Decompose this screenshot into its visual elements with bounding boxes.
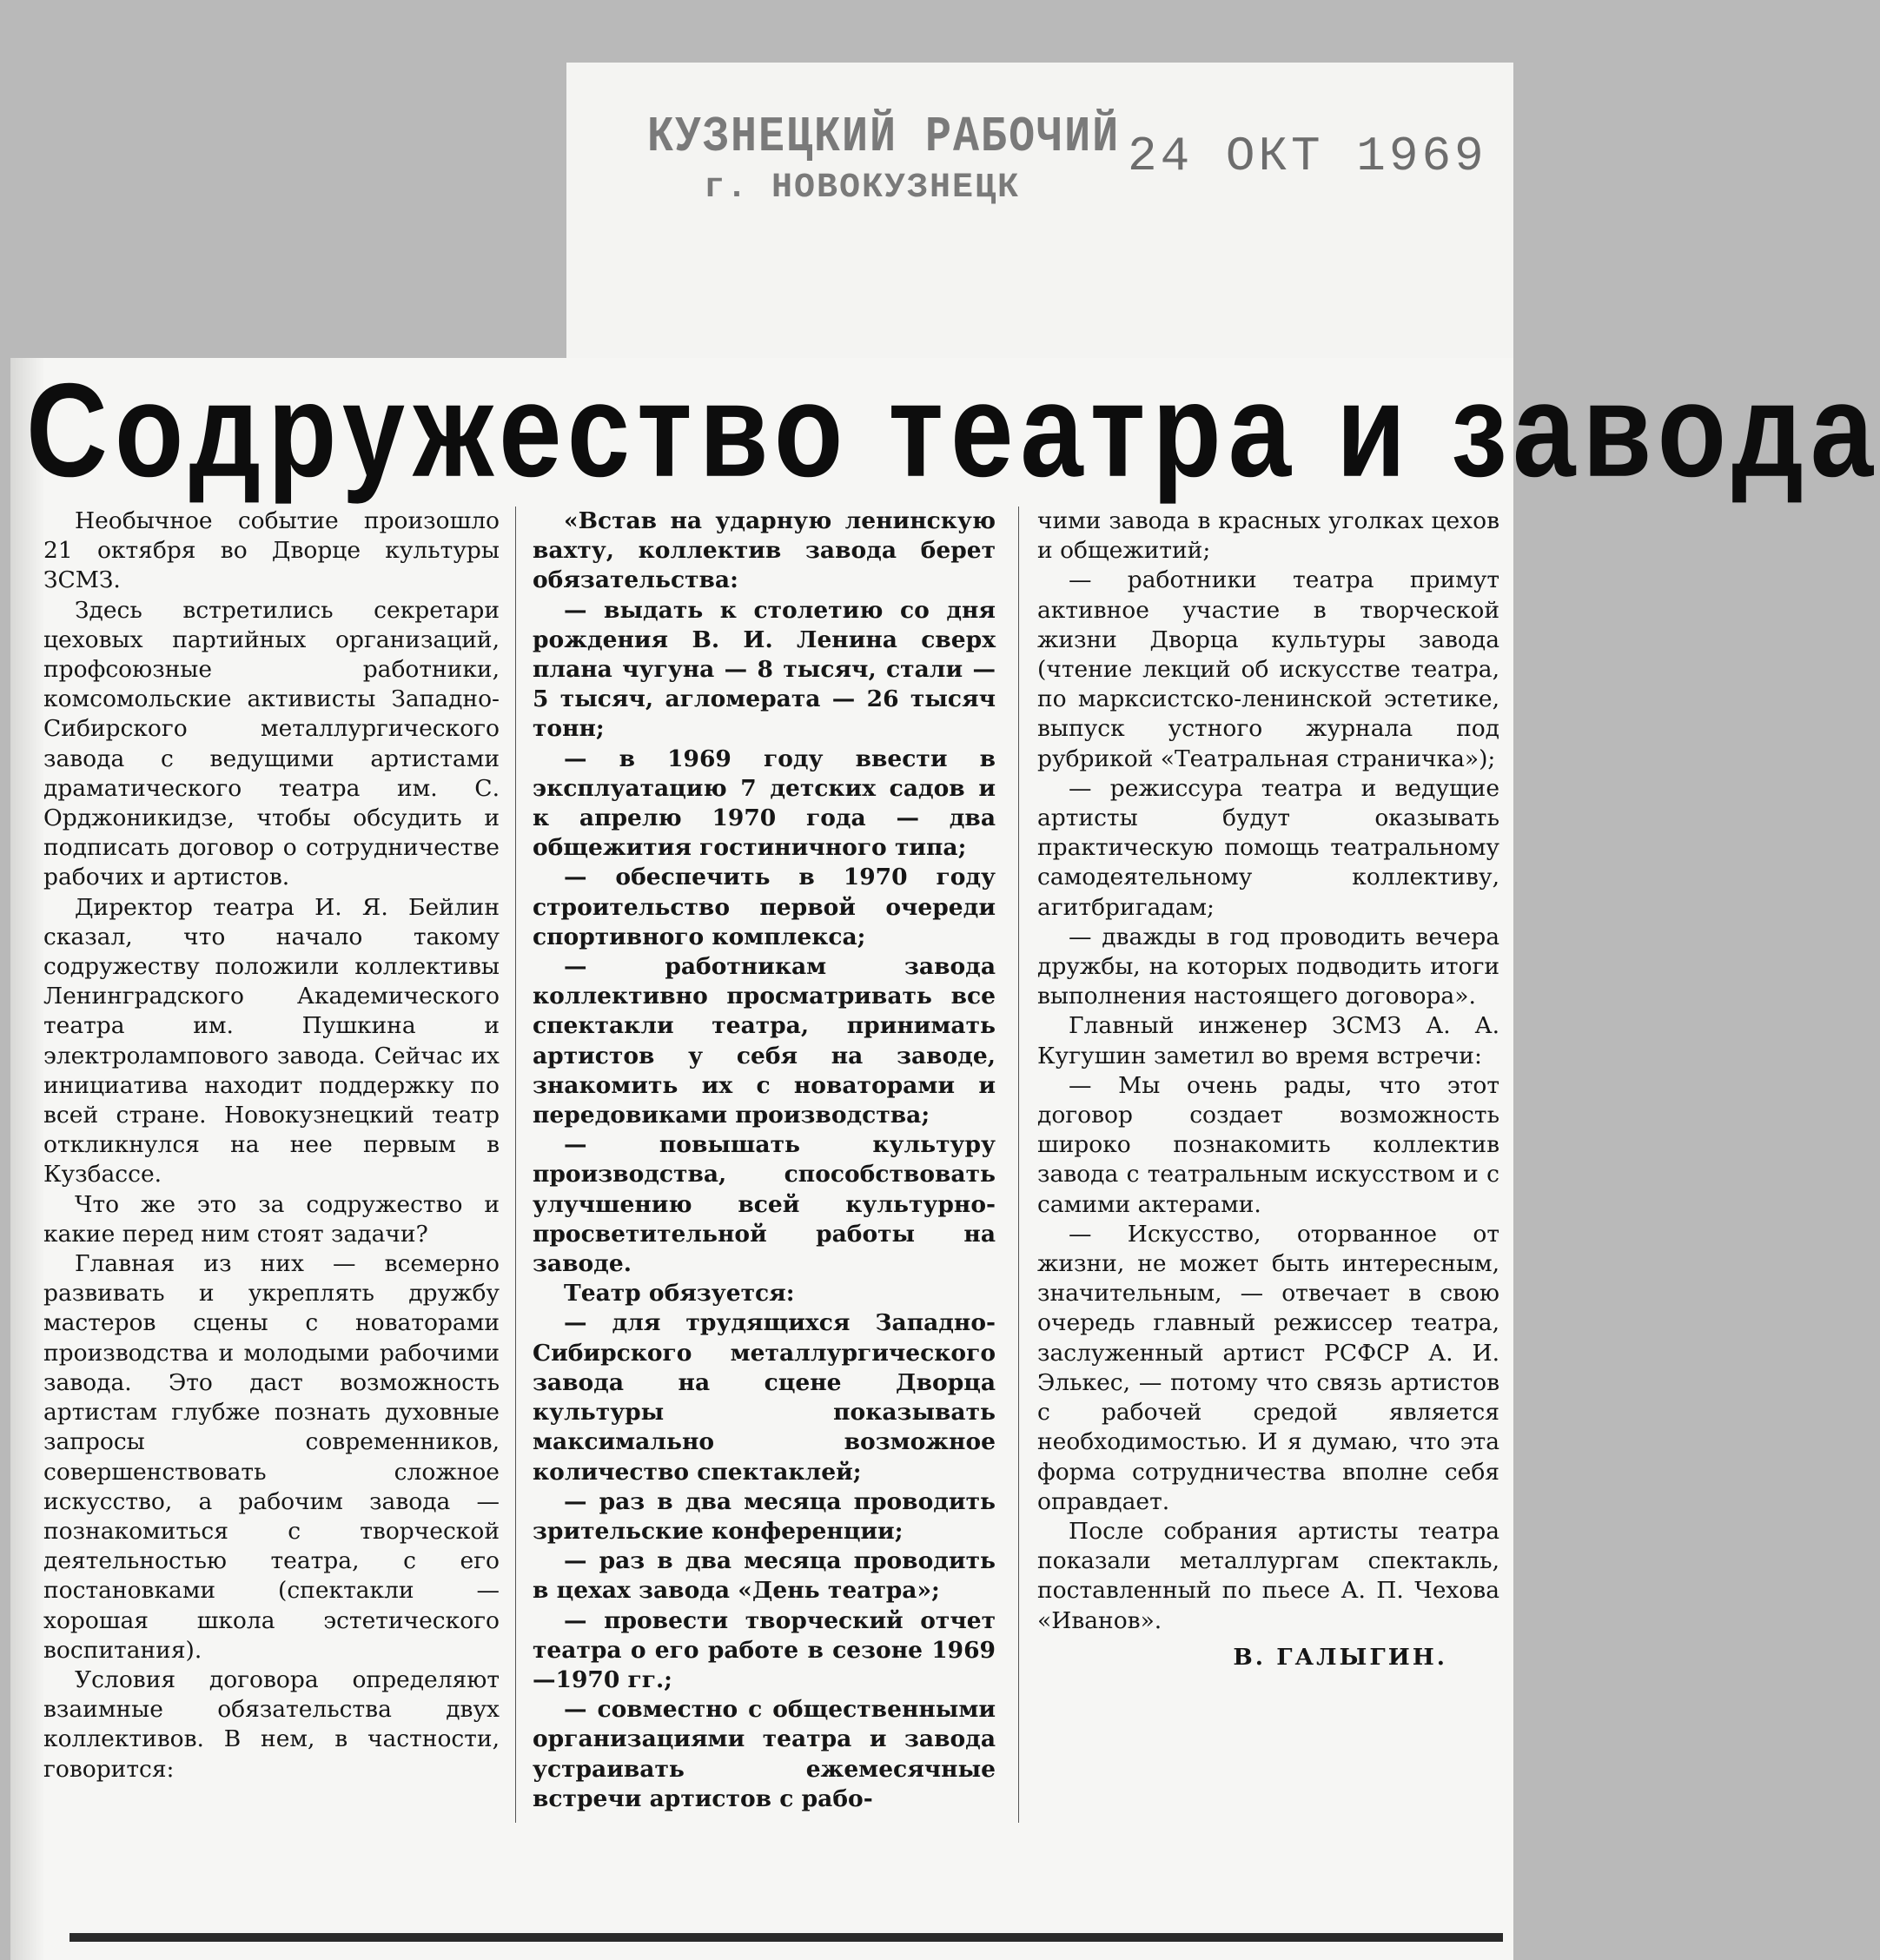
paragraph: — дважды в год проводить вечера дружбы, на которых подводить итоги выполнения настоящего договора». (1037, 923, 1499, 1010)
paragraph: — Мы очень рады, что этот договор создает возможность широко познакомить коллектив завода с театральным искусством и с самими актерами. (1037, 1071, 1499, 1218)
paragraph: Что же это за содружество и какие перед ним стоят задачи? (43, 1190, 500, 1248)
paragraph: — в 1969 году ввести в эксплуатацию 7 детских садов и к апрелю 1970 года — два общежития гостиничного типа; (533, 745, 996, 862)
paragraph: Условия договора определяют взаимные обязательства двух коллективов. В нем, в частности, говорится: (43, 1665, 500, 1783)
paper-edge-shadow (10, 358, 45, 1960)
paragraph: — работники театра примут активное участие в творческой жизни Дворца культуры завода (чтение лекций об искусстве театра, по марксистско-ленинской эстетике, выпуск устного журнала под рубрикой «Театральная страничка»); (1037, 566, 1499, 772)
paragraph: — Искусство, оторванное от жизни, не может быть интересным, значительным, — отвечает в свою очередь главный режиссер театра, заслуженный артист РСФСР А. И. Элькес, — потому что связь артистов с рабочей средой является необходимостью. И я думаю, что эта форма сотрудничества вполне себя оправдает. (1037, 1220, 1499, 1515)
paragraph: — работникам завода коллективно просматривать все спектакли театра, принимать артистов у себя на заводе, знакомить их с новаторами и передовиками производства; (533, 953, 996, 1129)
paragraph: Необычное событие произошло 21 октября во Дворце культуры ЗСМЗ. (43, 507, 500, 594)
article-headline: Содружество театра и завода (26, 354, 1880, 505)
paragraph: — режиссура театра и ведущие артисты будут оказывать практическую помощь театральному самодеятельному коллективу, агитбригадам; (1037, 774, 1499, 921)
column-divider (1018, 507, 1019, 1823)
paragraph: — совместно с общественными организациями театра и завода устраивать ежемесячные встречи артистов с рабо- (533, 1696, 996, 1812)
paragraph: Директор театра И. Я. Бейлин сказал, что начало такому содружеству положили коллективы Ленинградского Академического театра им. Пушкина и электролампового завода. Сейчас их инициатива находит поддержку по всей стране. Новокузнецкий театр откликнулся на нее первым в Кузбассе. (43, 893, 500, 1189)
paragraph: Здесь встретились секретари цеховых партийных организаций, профсоюзные работники, комсомольские активисты Западно-Сибирского металлургического завода с ведущими артистами драматического театра им. С. Орджоникидзе, чтобы обсудить и подписать договор о сотрудничестве рабочих и артистов. (43, 596, 500, 891)
paragraph: Главная из них — всемерно развивать и укреплять дружбу мастеров сцены с новаторами производства и молодыми рабочими завода. Это даст возможность артистам глубже познать духовные запросы современников, совершенствовать сложное искусство, а рабочим завода — познакомиться с творческой деятельностью театра, с его постановками (спектакли — хорошая школа эстетического воспитания). (43, 1250, 500, 1664)
paragraph: чими завода в красных уголках цехов и общежитий; (1037, 507, 1499, 565)
stamp-newspaper-name: КУЗНЕЦКИЙ РАБОЧИЙ (647, 109, 1121, 167)
article-column-1 (43, 507, 500, 1785)
column-divider (515, 507, 516, 1823)
article-column-2 (533, 507, 996, 1814)
paragraph: — раз в два месяца проводить в цехах завода «День театра»; (533, 1547, 996, 1605)
stamp-city: г. НОВОКУЗНЕЦК (704, 169, 1021, 208)
paragraph: — провести творческий отчет театра о его работе в сезоне 1969—1970 гг.; (533, 1606, 996, 1693)
article-column-3 (1037, 507, 1499, 1672)
paragraph: — для трудящихся Западно-Сибирского металлургического завода на сцене Дворца культуры показывать максимально возможное количество спектаклей; (533, 1309, 996, 1486)
paragraph: «Встав на ударную ленинскую вахту, коллектив завода берет обязательства: (533, 507, 996, 594)
paragraph: — повышать культуру производства, способствовать улучшению всей культурно-просветительной работы на заводе. (533, 1131, 996, 1278)
paragraph: После собрания артисты театра показали металлургам спектакль, поставленный по пьесе А. П. Чехова «Иванов». (1037, 1517, 1499, 1634)
paragraph: — раз в два месяца проводить зрительские конференции; (533, 1487, 996, 1545)
paragraph: Театр обязуется: (564, 1280, 795, 1308)
paragraph: — обеспечить в 1970 году строительство первой очереди спортивного комплекса; (533, 864, 996, 950)
paragraph: Главный инженер ЗСМЗ А. А. Кугушин заметил во время встречи: (1037, 1012, 1499, 1069)
paragraph: — выдать к столетию со дня рождения В. И. Ленина сверх плана чугуна — 8 тысяч, стали — 5 тысяч, агломерата — 26 тысяч тонн; (533, 596, 996, 743)
stamp-date: 24 ОКТ 1969 (1128, 129, 1487, 184)
bottom-rule (70, 1933, 1503, 1942)
author-signature: В. ГАЛЫГИН. (1233, 1643, 1447, 1671)
